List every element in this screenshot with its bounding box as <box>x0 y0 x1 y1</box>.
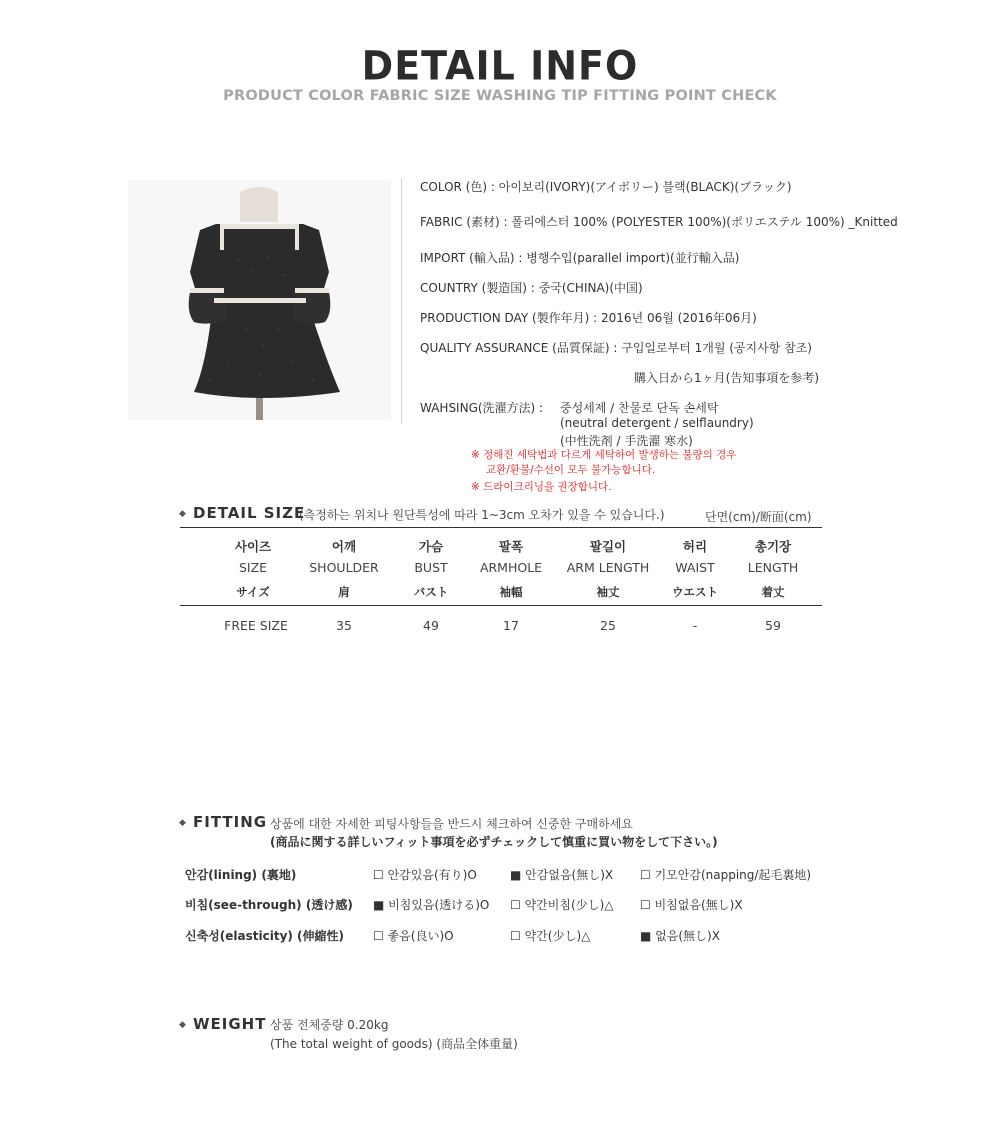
size-cell: 25 <box>600 618 616 633</box>
info-production-label: PRODUCTION DAY (製作年月) : <box>420 311 598 325</box>
size-header-jp: 袖丈 <box>596 585 620 599</box>
fitting-row-label: 신축성(elasticity) (伸縮性) <box>185 929 345 943</box>
size-header-en: WAIST <box>675 560 715 575</box>
size-header-ko: 팔폭 <box>498 539 524 554</box>
info-color-label: COLOR (色) : <box>420 180 495 194</box>
info-fabric-label: FABRIC (素材) : <box>420 215 508 229</box>
diamond-bullet-icon: ◆ <box>179 1020 186 1030</box>
checkbox-icon: ☐ <box>510 898 521 912</box>
size-header-jp: バスト <box>413 585 449 599</box>
fitting-option: ■ 없음(無し)X <box>640 929 720 943</box>
info-washing-line-3: (中性洗剤 / 手洗濯 寒水) <box>560 434 693 448</box>
product-blouse-image <box>128 180 391 420</box>
size-header-jp: ウエスト <box>672 585 718 599</box>
size-header-jp: サイズ <box>236 585 270 599</box>
size-table-top-rule <box>180 527 822 528</box>
checkbox-icon: ■ <box>510 868 522 882</box>
info-quality-label: QUALITY ASSURANCE (品質保証) : <box>420 341 618 355</box>
size-header-en: SHOULDER <box>309 560 379 575</box>
fitting-note-2: (商品に関する詳しいフィット事項を必ずチェックして慎重に買い物をして下さい。) <box>270 835 718 849</box>
info-washing-label: WAHSING(洗濯方法) : <box>420 401 544 415</box>
fitting-row-label: 안감(lining) (裏地) <box>185 868 297 882</box>
size-header-jp: 肩 <box>338 585 350 599</box>
fitting-option: ☐ 약간비침(少し)△ <box>510 898 614 912</box>
divider <box>401 178 402 424</box>
diamond-bullet-icon: ◆ <box>179 509 186 519</box>
fitting-option: ☐ 좋음(良い)O <box>373 929 454 943</box>
info-quality <box>420 339 812 356</box>
size-header-ko: 총기장 <box>754 539 792 554</box>
info-fabric <box>420 213 898 230</box>
fitting-note-1: 상품에 대한 자세한 피팅사항들을 반드시 체크하여 신중한 구매하세요 <box>270 817 633 831</box>
size-header-ko: 사이즈 <box>234 539 272 554</box>
size-header-en: ARMHOLE <box>479 560 543 575</box>
info-country-value: 중국(CHINA)(中国) <box>538 281 643 295</box>
info-import-label: IMPORT (輸入品) : <box>420 251 523 265</box>
size-cell: FREE SIZE <box>224 618 288 633</box>
diamond-bullet-icon: ◆ <box>179 818 186 828</box>
fitting-option: ■ 안감없음(無し)X <box>510 868 614 882</box>
info-country <box>420 279 643 296</box>
size-cell: - <box>692 618 698 633</box>
warning-line-3: ※ 드라이크리닝을 권장합니다. <box>471 481 612 493</box>
info-color-value: 아이보리(IVORY)(アイボリー) 블랙(BLACK)(ブラック) <box>498 180 792 194</box>
page-title: DETAIL INFO <box>361 42 639 90</box>
info-import <box>420 249 739 266</box>
info-production <box>420 309 757 326</box>
detail-size-heading: DETAIL SIZE <box>193 504 306 522</box>
info-quality-value-jp: 購入日から1ヶ月(告知事項を参考) <box>634 371 819 385</box>
fitting-heading: FITTING <box>193 813 268 831</box>
product-photo <box>128 180 391 420</box>
size-header-ko: 어깨 <box>331 539 357 554</box>
warning-line-2: 교환/환불/수선이 모두 불가능합니다. <box>486 464 656 476</box>
info-quality-value: 구입일로부터 1개월 (공지사항 참조) <box>621 341 812 355</box>
info-washing-line-2: (neutral detergent / selflaundry) <box>560 416 754 430</box>
info-import-value: 병행수입(parallel import)(並行輸入品) <box>526 251 740 265</box>
info-washing-line-1: 중성세제 / 찬물로 단독 손세탁 <box>560 401 719 415</box>
size-header-jp: 袖幅 <box>499 585 523 599</box>
checkbox-icon: ☐ <box>510 929 521 943</box>
size-header-ko: 허리 <box>682 539 708 554</box>
size-cell: 59 <box>765 618 781 633</box>
info-color <box>420 178 792 195</box>
weight-heading: WEIGHT <box>193 1015 267 1033</box>
checkbox-icon: ☐ <box>640 868 651 882</box>
detail-size-note: (측정하는 위치나 원단특성에 따라 1~3cm 오차가 있을 수 있습니다.) <box>299 508 665 522</box>
checkbox-icon: ☐ <box>640 898 651 912</box>
size-header-ko: 팔길이 <box>589 539 627 554</box>
size-header-en: SIZE <box>238 560 268 575</box>
size-header-en: BUST <box>414 560 448 575</box>
checkbox-icon: ☐ <box>373 868 384 882</box>
weight-line-1: 상품 전체중량 0.20kg <box>270 1018 389 1032</box>
fitting-option: ☐ 비침없음(無し)X <box>640 898 743 912</box>
page-subtitle: PRODUCT COLOR FABRIC SIZE WASHING TIP FITTING POINT CHECK <box>223 88 777 104</box>
info-production-value: 2016년 06월 (2016年06月) <box>601 311 757 325</box>
fitting-option: ☐ 안감있음(有り)O <box>373 868 477 882</box>
fitting-option: ☐ 기모안감(napping/起毛裏地) <box>640 868 812 882</box>
fitting-option: ☐ 약간(少し)△ <box>510 929 591 943</box>
weight-line-2: (The total weight of goods) (商品全体重量) <box>270 1037 518 1051</box>
size-cell: 49 <box>423 618 439 633</box>
fitting-option: ■ 비침있음(透ける)O <box>373 898 490 912</box>
size-header-jp: 着丈 <box>761 585 785 599</box>
checkbox-icon: ■ <box>373 898 385 912</box>
size-cell: 17 <box>503 618 519 633</box>
info-fabric-value: 폴리에스터 100% (POLYESTER 100%)(ポリエステル 100%) _Knitted <box>511 215 898 229</box>
fitting-row-label: 비침(see-through) (透け感) <box>185 898 353 912</box>
warning-line-1: ※ 정해진 세탁법과 다르게 세탁하여 발생하는 불량의 경우 <box>471 449 737 461</box>
size-header-en: ARM LENGTH <box>566 560 650 575</box>
checkbox-icon: ■ <box>640 929 652 943</box>
size-header-ko: 가슴 <box>418 539 444 554</box>
size-cell: 35 <box>336 618 352 633</box>
checkbox-icon: ☐ <box>373 929 384 943</box>
info-country-label: COUNTRY (製造国) : <box>420 281 535 295</box>
size-header-en: LENGTH <box>747 560 799 575</box>
detail-size-unit: 단면(cm)/断面(cm) <box>705 510 812 524</box>
size-table-mid-rule <box>180 605 822 606</box>
